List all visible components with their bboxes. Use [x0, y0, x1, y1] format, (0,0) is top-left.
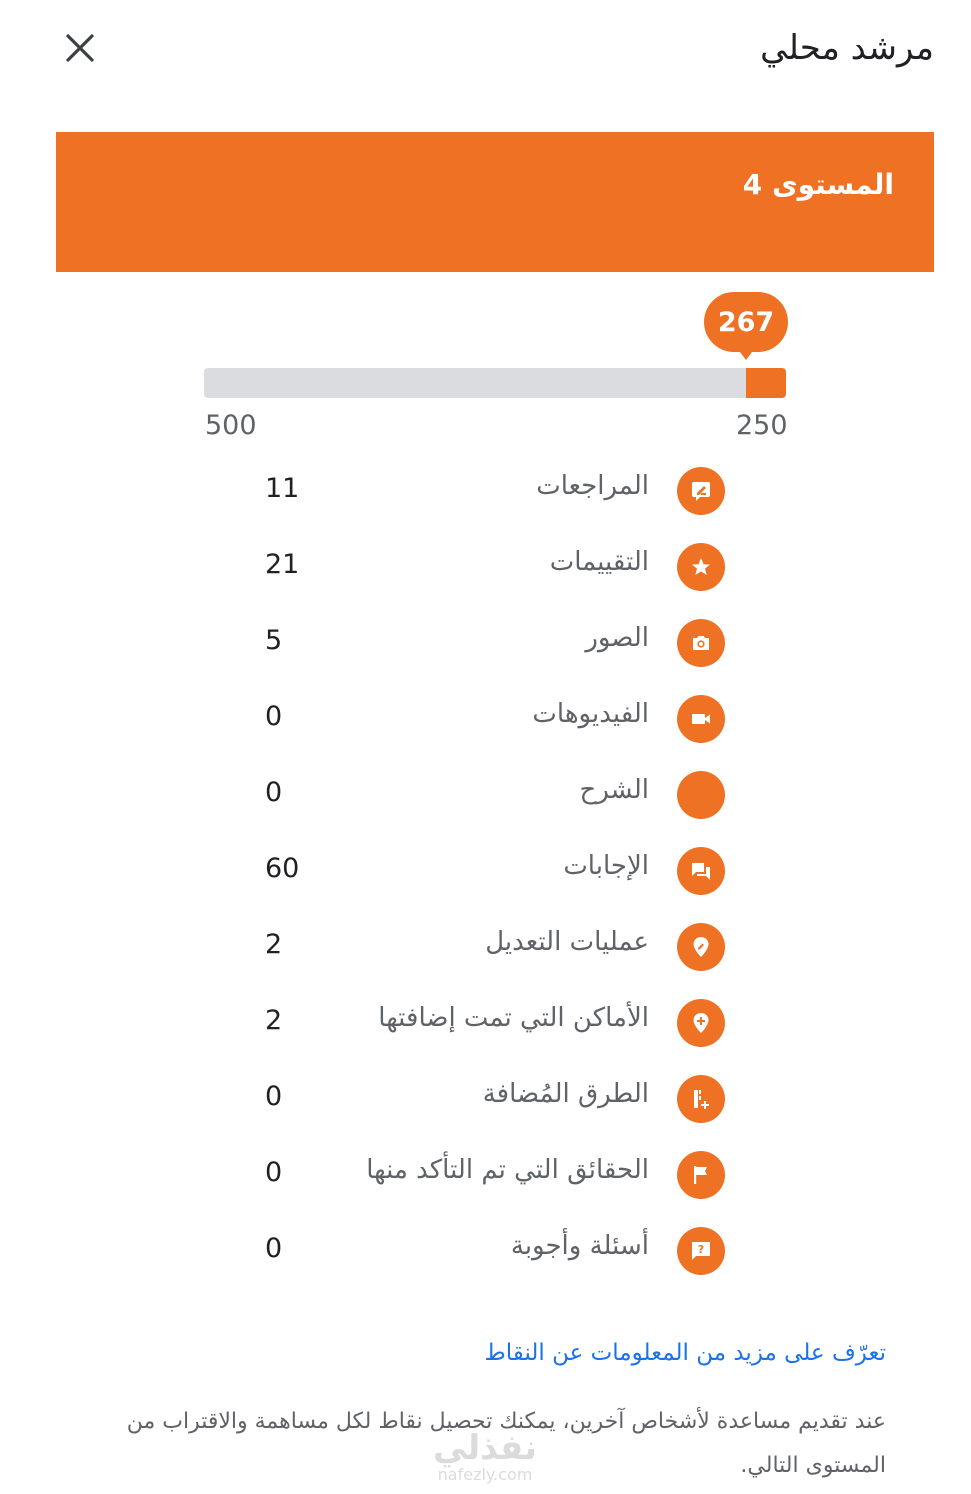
stat-row-roads-added — [0, 1075, 971, 1151]
stat-label: الطرق المُضافة — [482, 1079, 649, 1109]
stat-row-places-added — [0, 999, 971, 1075]
stat-label: الصور — [585, 623, 649, 653]
level-banner — [56, 132, 934, 272]
close-icon — [65, 33, 95, 63]
progress-min-label: 250 — [736, 410, 788, 441]
learn-more-link[interactable]: تعرّف على مزيد من المعلومات عن النقاط — [484, 1340, 886, 1366]
stat-label: الأماكن التي تمت إضافتها — [378, 1003, 649, 1033]
stat-value: 0 — [265, 1233, 283, 1264]
points-description: عند تقديم مساعدة لأشخاص آخرين، يمكنك تحصيل نقاط لكل مساهمة والاقتراب من المستوى التالي. — [126, 1409, 886, 1478]
progress-max-label: 500 — [205, 410, 257, 441]
star-icon — [677, 543, 725, 591]
camera-icon — [677, 619, 725, 667]
close-button[interactable] — [56, 24, 104, 72]
stat-row-edits — [0, 923, 971, 999]
stat-row-qa — [0, 1227, 971, 1303]
stat-row-ratings — [0, 543, 971, 619]
stat-value: 11 — [265, 473, 300, 504]
stat-row-facts-checked — [0, 1151, 971, 1227]
flag-icon — [677, 1151, 725, 1199]
qa-icon — [677, 1227, 725, 1275]
progress-fill — [746, 368, 786, 398]
stat-label: عمليات التعديل — [485, 927, 649, 957]
stat-value: 2 — [265, 929, 283, 960]
stat-value: 2 — [265, 1005, 283, 1036]
points-bubble: 267 — [704, 292, 788, 352]
watermark-arabic: نفذلي — [432, 1428, 538, 1468]
stat-label: الفيديوهات — [532, 699, 649, 729]
stat-row-captions — [0, 771, 971, 847]
stat-value: 60 — [265, 853, 300, 884]
watermark-latin: nafezly.com — [437, 1465, 533, 1484]
stat-label: التقييمات — [549, 547, 649, 577]
caption-icon — [677, 771, 725, 819]
page-title: مرشد محلي — [760, 28, 934, 68]
stat-value: 0 — [265, 1081, 283, 1112]
svg-text:?: ? — [697, 1243, 705, 1256]
add-place-icon — [677, 999, 725, 1047]
stat-row-videos — [0, 695, 971, 771]
stat-row-answers — [0, 847, 971, 923]
stat-value: 0 — [265, 701, 283, 732]
stat-label: الشرح — [579, 775, 649, 805]
stat-label: المراجعات — [536, 471, 649, 501]
progress-track — [204, 368, 786, 398]
review-icon — [677, 467, 725, 515]
stat-row-photos — [0, 619, 971, 695]
level-label: المستوى 4 — [742, 168, 894, 201]
edit-pin-icon — [677, 923, 725, 971]
points-bubble-pointer — [737, 348, 755, 360]
stat-value: 21 — [265, 549, 300, 580]
video-icon — [677, 695, 725, 743]
watermark-logo — [420, 1430, 550, 1484]
stat-value: 0 — [265, 777, 283, 808]
stat-value: 5 — [265, 625, 283, 656]
stat-label: أسئلة وأجوبة — [510, 1231, 649, 1261]
points-progress — [0, 290, 971, 450]
stat-row-reviews — [0, 467, 971, 543]
answers-icon — [677, 847, 725, 895]
stat-label: الإجابات — [563, 851, 649, 881]
stat-value: 0 — [265, 1157, 283, 1188]
stat-label: الحقائق التي تم التأكد منها — [366, 1155, 649, 1185]
add-road-icon — [677, 1075, 725, 1123]
header — [0, 0, 971, 110]
